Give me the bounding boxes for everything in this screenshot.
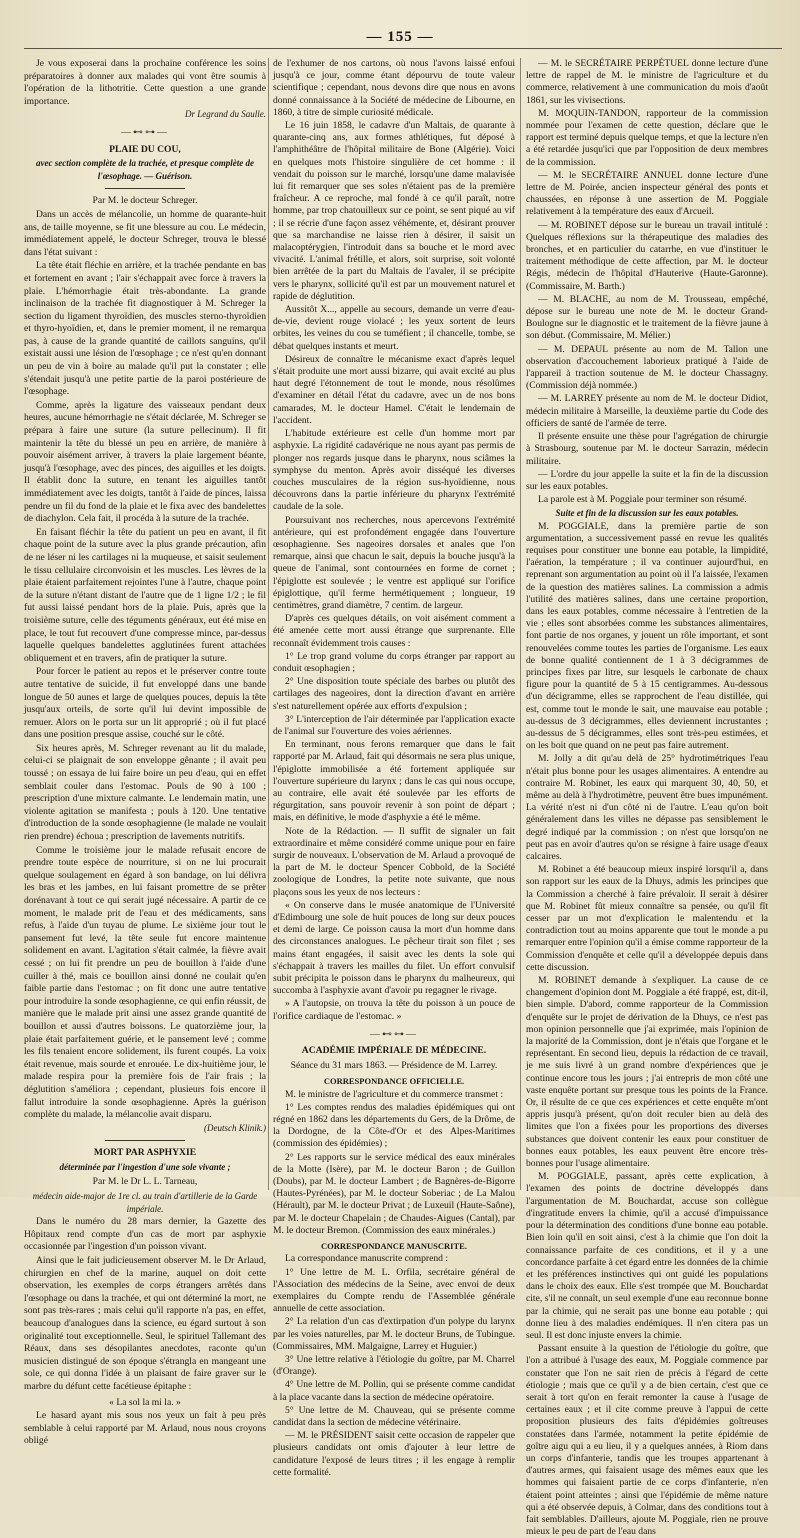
article-title-plaie: PLAIE DU COU,	[109, 143, 181, 155]
ornament-divider: —⊷⊶—	[370, 1028, 418, 1040]
intro-signature: Dr Legrand du Saulle.	[185, 109, 266, 120]
paragraph: de l'exhumer de nos cartons, où nous l'avons laissé enfoui jusqu'à ce jour, comme étant dépourvu de toute valeur scientifique ; cependant, nous devons dire que nous en avons donné connaissance à la Société de médecine de Libourne, en 1860, à titre de simple curiosité médicale.	[273, 58, 515, 118]
paragraph: M. Jolly a dit qu'au delà de 25° hydrotimétriques l'eau n'était plus bonne pour les usages alimentaires. A entendre au contraire M. Robinet, les eaux qui marquent 30, 40, 50, et même au delà à l'hydrotimètre, peuvent être bues impunément. La vérité n'est ni d'un côté ni de l'autre. L'eau qu'on boit généralement dans les villes ne dépasse pas sensiblement le degré indiqué par la commission ; on n'est que lorsqu'on ne peut pas en avoir d'autres qu'on se résigne à faire usage d'eaux calcaires.	[526, 753, 768, 862]
article-subtitle-mort: déterminée par l'ingestion d'une sole vivante ;	[59, 1161, 231, 1172]
paragraph: M. le ministre de l'agriculture et du commerce transmet :	[285, 1088, 504, 1100]
paragraph: — M. DEPAUL présente au nom de M. Tallon une observation d'accouchement laborieux pratiqué à l'aide de l'appareil à traction soutenue de M. le docteur Chassagny. (Commission déjà nommée.)	[526, 343, 768, 392]
paragraph: Le 16 juin 1858, le cadavre d'un Maltais, de quarante à quarante-cinq ans, aux formes athlétiques, fut déposé à l'amphithéâtre de l'hôpital militaire de Bone (Algérie). Voici en quelques mots l'histoire singulière de cet homme : il vendait du poisson sur le marché, lorsqu'une dame malavisée lui fit remarquer que ses soles n'étaient pas de la première fraîcheur. A ce reproche, mal fondé à ce qu'il paraît, notre homme, par trop chatouilleux sur ce point, se sent piqué au vif ; il se récrie d'une façon assez véhémente, et, désirant prouver que sa marchandise ne laisse rien à désirer, il saisit un malacoptérygien, l'introduit dans sa bouche et le mord avec vivacité. L'animal frétille, et alors, soit surprise, soit volonté bien arrêtée de la part du Maltais de l'avaler, il se précipite vers le pharynx, sollicité qu'il est par un mouvement naturel et rapide de déglutition.	[273, 120, 515, 302]
paragraph: — M. ROBINET dépose sur le bureau un travail intitulé : Quelques réflexions sur la thérapeutique des maladies des bronches, et en particulier du catarrhe, en vue d'instituer le traitement méthodique de cette affection, par M. le docteur Régis, médecin de l'hôpital d'Hauterive (Haute-Garonne). (Commissaire, M. Barth.)	[526, 219, 768, 292]
subsection-suite-discussion: Suite et fin de la discussion sur les eaux potables.	[555, 508, 739, 519]
page-number: — 155 —	[366, 29, 434, 45]
article-subtitle-plaie: avec section complète de la trachée, et presque complète de l'œsophage. — Guérison.	[36, 158, 254, 181]
paragraph: » A l'autopsie, on trouva la tête du poisson à un pouce de l'orifice cardiaque de l'estomac. »	[273, 998, 515, 1022]
paragraph: Comme le troisième jour le malade refusait encore de prendre toute espèce de nourriture, si on ne lui procurait quelque soulagement en égard à son bandage, on lui délivra les bras et les jambes, en lui faisant promettre de se prêter dorénavant à tout ce qui serait jugé nécessaire. A partir de ce moment, le malade prit de l'eau et des médicaments, sans refus, à l'aide d'un tuyau de plume. Le sixième jour tout le pansement fut levé, la tête seule fut encore maintenue solidement en avant. L'agitation s'était calmée, la fièvre avait cessé ; on lui fit prendre un peu de bouillon à l'aide d'une cuiller à thé, mais ce bouillon ainsi donné ne coulait qu'en faible partie dans l'estomac ; on fit donc une autre tentative pour introduire la sonde œsophagienne, ce qui enfin réussit, de manière que le malade prit ainsi une assez grande quantité de bouillon et aussi d'autres boissons. Le quatorzième jour, la plaie était parfaitement guérie, et le pansement levé ; comme les fils tenaient encore solidement, ils furent coupés. La voix était revenue, mais sourde et enrouée. Le dix-huitième jour, le malade respira pour la première fois de l'air frais ; la déglutition s'améliora ; cependant, plusieurs fois encore il fallut introduire la sonde œsophagienne. Après la guérison complète du malade, la mélancolie avait disparu.	[24, 844, 266, 1121]
short-rule	[105, 188, 185, 189]
paragraph: 2° La relation d'un cas d'extirpation d'un polype du larynx par les voies naturelles, par M. le docteur Bruns, de Tubingue. (Commissaires, MM. Malgaigne, Larrey et Huguier.)	[273, 1316, 515, 1352]
paragraph: — M. le PRÉSIDENT saisit cette occasion de rappeler que plusieurs candidats ont omis d'ajouter à leur lettre de candidature l'exposé de leurs titres ; il les engage à remplir cette formalité.	[273, 1430, 515, 1478]
session-line: Séance du 31 mars 1863. — Présidence de M. Larrey.	[290, 1060, 498, 1072]
paragraph: 1° Les comptes rendus des maladies épidémiques qui ont régné en 1862 dans les départements du Gers, de la Drôme, de la Dordogne, de la Côte-d'Or et des Alpes-Maritimes (commission des épidémies) ;	[273, 1101, 515, 1150]
paragraph: La correspondance manuscrite comprend :	[285, 1253, 449, 1265]
paragraph: Dans un accès de mélancolie, un homme de quarante-huit ans, de taille moyenne, se fit une blessure au cou. Le médecin, immédiatement appelé, le docteur Schreger, trouva le blessé dans l'état suivant :	[24, 208, 266, 258]
paragraph: 1° Une lettre de M. L. Orfila, secrétaire général de l'Association des médecins de la Seine, avec envoi de deux exemplaires du Compte rendu de l'Assemblée générale annuelle de cette association.	[273, 1266, 515, 1315]
paragraph: 2° Une disposition toute spéciale des barbes ou plutôt des cartilages des nageoires, dont la direction d'avant en arrière s'est naturellement opérée aux efforts d'expulsion ;	[273, 676, 515, 712]
header-rule	[24, 48, 782, 49]
paragraph: En terminant, nous ferons remarquer que dans le fait rapporté par M. Arlaud, fait qui désormais ne sera plus unique, l'épiglotte immobilisée a été fortement appliquée sur l'ouverture supérieure du larynx ; dans le cas qui nous occupe, au contraire, elle avait été soulevée par les efforts de régurgitation, sans pouvoir revenir à son point de départ ; mais, en définitive, le mode d'asphyxie a été le même.	[273, 739, 515, 824]
paragraph: Aussitôt X..., appelle au secours, demande un verre d'eau-de-vie, devient rouge violacé ; les yeux sortent de leurs orbites, les veines du cou se tuméfient ; il chancelle, tombe, se débat quelques instants et meurt.	[273, 304, 515, 352]
paragraph: Ainsi que le fait judicieusement observer M. le Dr Arlaud, chirurgien en chef de la marine, auquel on doit cette observation, les exemples de corps étrangers arrêtés dans l'œsophage ou dans la trachée, et qui ont déterminé la mort, ne sont pas très-rares ; mais celui qu'il rapporte n'a pas, en effet, beaucoup d'analogues dans la science, eu égard surtout à son originalité tout exceptionnelle. Seul, le spirituel Tallemant des Réaux, dans ses désopilantes anecdotes, raconte qu'un musicien distingué de son époque s'étrangla en mangeant une sole, ce qui donna l'idée à un plaisant de faire graver sur le marbre du défunt cette facétieuse épitaphe :	[24, 1255, 266, 1392]
column-1	[24, 58, 266, 1447]
short-rule	[105, 1140, 185, 1141]
subsection-correspondance-manuscrite: CORRESPONDANCE MANUSCRITE.	[321, 1241, 467, 1252]
column-2	[273, 58, 515, 1478]
paragraph: Six heures après, M. Schreger revenant au lit du malade, celui-ci se plaignait de son enveloppe gênante ; il avait peu toussé ; on essaya de lui faire boire un peu d'eau, qui en effet semblait couler dans l'estomac. Pouls de 90 à 100 ; prescription d'une mixture calmante. Le lendemain matin, une violente agitation se manifesta ; pouls à 120. Une tentative d'introduction de la sonde œsophagienne (le malade ne voulait rien prendre) échoua ; prescription de lavements nutritifs.	[24, 742, 266, 843]
paragraph: Désireux de connaître le mécanisme exact d'après lequel s'était produite une mort aussi bizarre, qui avait excité au plus haut degré l'étonnement de tout le monde, nous résolûmes d'examiner en détail l'état du cadavre, avec un de nos bons camarades, M. le docteur Hamel. C'était le lendemain de l'accident.	[273, 353, 515, 426]
paragraph: M. Robinet a été beaucoup mieux inspiré lorsqu'il a, dans son rapport sur les eaux de la Dhuys, admis les principes que la Commission a cherché à faire prévaloir. Il serait à désirer que M. Robinet fût mieux connaître sa pensée, ou qu'il fît cesser par un mot d'explication le malentendu et la contradiction tout au moins apparente que tout le monde a pu remarquer entre l'opinion qu'il a émise comme rapporteur de la Commission d'enquête et celle qu'il a développée depuis dans cette discussion.	[526, 864, 768, 973]
source-citation: (Deutsch Klinik.)	[204, 1122, 266, 1133]
paragraph: 2° Les rapports sur le service médical des eaux minérales de la Motte (Isère), par M. le docteur Baron ; de Guillon (Doubs), par M. le docteur Lambert ; de Bagnères-de-Bigorre (Hautes-Pyrénées), par M. le docteur Soberiac ; de La Malou (Hérault), par M. le docteur Privat ; de Luxeuil (Haute-Saône), par M. le docteur Chapelain ; de Chaudes-Aigues (Cantal), par M. le docteur Bremon. (Commission des eaux minérales.)	[273, 1151, 515, 1236]
subsection-correspondance-officielle: CORRESPONDANCE OFFICIELLE.	[323, 1076, 465, 1087]
paragraph: La tête était fléchie en arrière, et la trachée pendante en bas et fortement en avant ; l'air s'échappait avec force à travers la plaie. L'hémorrhagie était très-abondante. La grande inclinaison de la trachée fit diagnostiquer à M. Schreger la section du ligament thyroïdien, des muscles sterno-thyroïdien et thyro-hyoïdien, et, dans le premier moment, il ne remarqua pas, à cause de la grande quantité de caillots sanguins, qu'il existait aussi une lésion de l'œsophage ; ce n'est qu'en donnant un peu de vin à boire au malade qu'il put la constater ; elle s'étendait jusqu'à une petite partie de la paroi postérieure de l'œsophage.	[24, 260, 266, 398]
paragraph: M. POGGIALE, dans la première partie de son argumentation, a successivement passé en revue les qualités requises pour constituer une bonne eau potable, la limpidité, l'aération, la température ; il va continuer aujourd'hui, en reprenant son argumentation au point où il l'a laissée, l'examen de la question des matières salines. La commission a admis l'utilité des matières salines, dans une certaine proportion, dans les eaux potables, comme nécessaire à l'entretien de la vie ; elles sont absorbées comme les substances alimentaires, font partie de nos organes, y jouent un rôle important, et sont renouvelées comme toutes les parties de l'organisme. Les eaux de bonne qualité contiennent de 1 à 3 décigrammes de principes fixes par litre, sur lesquels le carbonate de chaux figure pour la quantité de 5 à 15 centigrammes. Au-dessous d'un décigramme, elles se rapprochent de l'eau distillée, qui est, comme tout le monde le sait, une mauvaise eau potable ; au-dessus de 3 décigrammes, elles deviennent incrustantes ; au-dessus de 5 décigrammes, elles sont très-peu estimées, et on les boit que quand on ne peut pas faire autrement.	[526, 520, 768, 752]
paragraph: — L'ordre du jour appelle la suite et la fin de la discussion sur les eaux potables.	[526, 468, 768, 492]
paragraph: — M. LARREY présente au nom de M. le docteur Didiot, médecin militaire à Marseille, la deuxième partie du Code des officiers de santé de l'armée de terre.	[526, 393, 768, 429]
paragraph: 5° Une lettre de M. Chauveau, qui se présente comme candidat dans la section de médecine vétérinaire.	[273, 1404, 515, 1428]
paragraph: M. ROBINET demande à s'expliquer. La cause de ce changement d'opinion dont M. Poggiale a été frappé, est, dit-il, bien simple. D'abord, comme rapporteur de la Commission d'enquête sur le projet de dérivation de la Dhuys, ce n'est pas mon opinion personnelle que j'ai exprimée, mais l'opinion de la majorité de la Commission, dont je n'étais que l'organe et le représentant. En second lieu, depuis la rédaction de ce travail, je me suis livré à un grand nombre d'expériences que je continue encore tous les jours ; j'ai entrepris de mon côté une vaste enquête portant sur presque tous les points de la France. Or, il résulte de ce que ces expériences et cette enquête m'ont appris jusqu'à présent, qu'on doit reculer bien au delà des limites que l'on a fixées pour les proportions des diverses substances que doivent contenir les eaux pour constituer de bonnes eaux potables, les eaux peuvent être encore très-bonnes pour l'usage alimentaire.	[526, 975, 768, 1170]
paragraph: M. POGGIALE, passant, après cette explication, à l'examen des points de doctrine développés dans l'argumentation de M. Bouchardat, accuse son collègue d'ingratitude envers la chimie, qu'il a accusé d'impuissance pour la détermination des conditions d'une bonne eau potable. Bien loin qu'il en soit ainsi, c'est à la chimie que l'on doit la connaissance parfaite de ces conditions, et il y a une concordance parfaite à cet égard entre les données de la chimie et les préférences instinctives qui ont guidé les populations dans le choix des eaux. Elle s'est trompée que M. Bouchardat cite, s'il ne connaît, un seul exemple d'une eau reconnue bonne par la chimie, qui ne serait pas une bonne eau potable ; qui donne lieu à des maladies endémiques. Il n'en citera pas un seul. Il est donc injuste envers la chimie.	[526, 1171, 768, 1341]
paragraph: — M. le SECRÉTAIRE ANNUEL donne lecture d'une lettre de M. Poirée, ancien inspecteur général des ponts et chaussées, en réponse à une assertion de M. Poggiale relativement à la température des eaux d'Arcueil.	[526, 169, 768, 218]
column-divider-2	[520, 58, 521, 1190]
paragraph: Le hasard ayant mis sous nos yeux un fait à peu près semblable à celui rapporté par M. Arlaud, nous nous croyons obligé	[24, 1410, 266, 1447]
paragraph: Passant ensuite à la question de l'étiologie du goître, que l'on a attribué à l'usage des eaux, M. Poggiale commence par constater que l'on ne sait rien de précis à l'égard de cette étiologie ; mais que ce qu'il y a de bien certain, c'est que ce serait à tort qu'on en ferait remonter la cause à l'usage de certaines eaux ; et il cite comme preuve à l'appui de cette proposition plusieurs des faits d'épidémies goîtreuses constatées dans l'armée, notamment la petite épidémie de goître aigu qui a eu lieu, il y a quelques années, à Riom dans un corps d'infanterie, tandis que les troupes appartenant à d'autres armes, qui faisaient usage des mêmes eaux que les hommes qui faisaient partie de ce corps d'infanterie, n'en étaient point atteintes ; ainsi que l'épidémie de même nature qui a été observée depuis, à Colmar, dans des conditions tout à fait semblables. D'ailleurs, ajoute M. Poggiale, rien ne prouve mieux le peu de part de l'eau dans	[526, 1343, 768, 1538]
column-3	[526, 58, 768, 1538]
article-author-plaie: Par M. le docteur Schreger.	[92, 195, 198, 207]
paragraph: — M. le SECRÉTAIRE PERPÉTUEL donne lecture d'une lettre de rappel de M. le ministre de l'agriculture et du commerce, relativement à une communication du mois d'août 1861, sur les vivisections.	[526, 58, 768, 106]
paragraph: En faisant fléchir la tête du patient un peu en avant, il fit chaque point de la suture avec la plus grande précaution, afin de ne léser ni les cartilages ni la muqueuse, et saisit seulement le tissu cellulaire circonvoisin et les muscles. Les lèvres de la plaie étaient parfaitement rejointes l'une à l'autre, chaque point de la suture n'étant distant de l'autre que de 1 ligne 1/2 ; le fil fut aussi laissé pendant hors de la plaie. Puis, après que la troisième suture, celle des téguments généraux, eut été mise en place, le tout fut recouvert d'une compresse mince, par-dessus laquelle quelques bandelettes agglutinées furent attachées obliquement et en travers, afin de pratiquer la suture.	[24, 526, 266, 664]
paragraph: D'après ces quelques détails, on voit aisément comment a été amenée cette mort aussi étrange que surprenante. Elle reconnaît évidemment trois causes :	[273, 613, 515, 649]
paragraph: Pour forcer le patient au repos et le préserver contre toute autre tentative de suicide, il fut enveloppé dans une bande longue de 50 aunes et large de quelques pouces, depuis la tête jusqu'aux orteils, de sorte qu'il lui devint impossible de remuer. Alors on le porta sur un lit approprié ; où il fut placé dans une position presque assise, couché sur le côté.	[24, 666, 266, 741]
paragraph: 1° Le trop grand volume du corps étranger par rapport au conduit œsophagien ;	[273, 650, 515, 674]
paragraph: Comme, après la ligature des vaisseaux pendant deux heures, aucune hémorrhagie ne s'était déclarée, M. Schreger se prépara à faire une suture (la suture pellecinum). Il fit maintenir la tête du blessé un peu en arrière, de manière à pouvoir aisément arriver, à travers la plaie largement béante, jusqu'à l'œsophage, avec des pinces, des aiguilles et les doigts. Il établit donc la suture, en tenant les aiguilles tantôt immédiatement avec les doigts, tantôt à l'aide de pinces, laissa pendre un fil du fond de la plaie et le fixa avec des bandelettes de diachylon. Cela fait, il procéda à la suture de la trachée.	[24, 399, 266, 525]
paragraph: Note de la Rédaction. — Il suffit de signaler un fait extraordinaire et même considéré comme unique pour en faire surgir de nouveaux. L'observation de M. Arlaud a provoqué de la part de M. le docteur Spencer Cobbold, de la Société zoologique de Londres, la petite note suivante, que nous plaçons sous les yeux de nos lecteurs :	[273, 825, 515, 898]
paragraph: 4° Une lettre de M. Pollin, qui se présente comme candidat à la place vacante dans la section de médecine opératoire.	[273, 1379, 515, 1403]
article-author-affiliation: médecin aide-major de 1re cl. au train d'artillerie de la Garde impériale.	[32, 1191, 258, 1214]
article-title-mort: MORT PAR ASPHYXIE	[93, 1147, 197, 1159]
intro-paragraph: Je vous exposerai dans la prochaine conférence les soins préparatoires à donner aux malades qui vont être soumis à l'opération de la lithotritie. Cette question a une grande importance.	[24, 58, 266, 107]
paragraph: L'habitude extérieure est celle d'un homme mort par asphyxie. La rigidité cadavérique ne nous ayant pas permis de plonger nos regards jusque dans le pharynx, nous sciâmes la symphyse du menton. Après avoir disséqué les diverses couches musculaires de la région sus-hyoïdienne, nous découvrons dans la partie inférieure du pharynx l'extrémité caudale de la sole.	[273, 428, 515, 513]
article-author-mort: Par M. le Dr L. L. Tarneau,	[92, 1176, 198, 1188]
paragraph: Il présente ensuite une thèse pour l'agrégation de chirurgie à Strasbourg, soutenue par M. le docteur Sarrazin, médecin militaire.	[526, 431, 768, 467]
epitaph-quote: « La sol la mi la. »	[109, 1396, 181, 1408]
paragraph: 3° Une lettre relative à l'étiologie du goître, par M. Charrel (d'Orange).	[273, 1353, 515, 1378]
paragraph: 3° L'interception de l'air déterminée par l'application exacte de l'animal sur l'ouverture des voies aériennes.	[273, 713, 515, 737]
paragraph: « On conserve dans le musée anatomique de l'Université d'Edimbourg une sole de huit pouces de long sur deux pouces et demi de large. Ce poisson causa la mort d'un homme dans des circonstances analogues. Le pêcheur tirait son filet ; ses mains étant engagées, il saisit avec les dents la sole qui s'échappait à travers les mailles du filet. Un effort convulsif subit précipita le poisson dans le pharynx du malheureux, qui succomba à l'asphyxie avant d'avoir pu regagner le rivage.	[273, 899, 515, 997]
paragraph: Dans le numéro du 28 mars dernier, la Gazette des Hôpitaux rend compte d'un cas de mort par asphyxie occasionnée par l'ingestion d'un poisson vivant.	[24, 1216, 266, 1253]
paragraph: Poursuivant nos recherches, nous apercevons l'extrémité antérieure, qui est profondément engagée dans l'ouverture œsophagienne. Ses nageoires dorsales et anales que l'on remarque, ainsi que chacun le sait, depuis la bouche jusqu'à la queue de l'animal, sont contournées en forme de cornet ; l'épiglotte est soulevée ; le ventre est appliqué sur l'orifice épiglottique, qu'il ferme hermétiquement ; longueur, 19 centimètres, grand diamètre, 7 centim. de largeur.	[273, 514, 515, 611]
paragraph: — M. BLACHE, au nom de M. Trousseau, empêché, dépose sur le bureau une note de M. le docteur Grand-Boulogne sur le diagnostic et le traitement de la fièvre jaune à son début. (Commissaire, M. Mélier.)	[526, 293, 768, 342]
paragraph: M. MOQUIN-TANDON, rapporteur de la commission nommée pour l'examen de cette question, déclare que le rapport est terminé depuis quelque temps, et que la lecture n'en a été retardée jusqu'ici que par l'opposition de deux membres de la commission.	[526, 107, 768, 168]
ornament-divider: —⊷⊶—	[121, 126, 169, 138]
column-divider-1	[268, 58, 269, 1190]
paragraph: La parole est à M. Poggiale pour terminer son résumé.	[538, 494, 747, 506]
section-title-academie: ACADÉMIE IMPÉRIALE DE MÉDECINE.	[301, 1045, 487, 1057]
